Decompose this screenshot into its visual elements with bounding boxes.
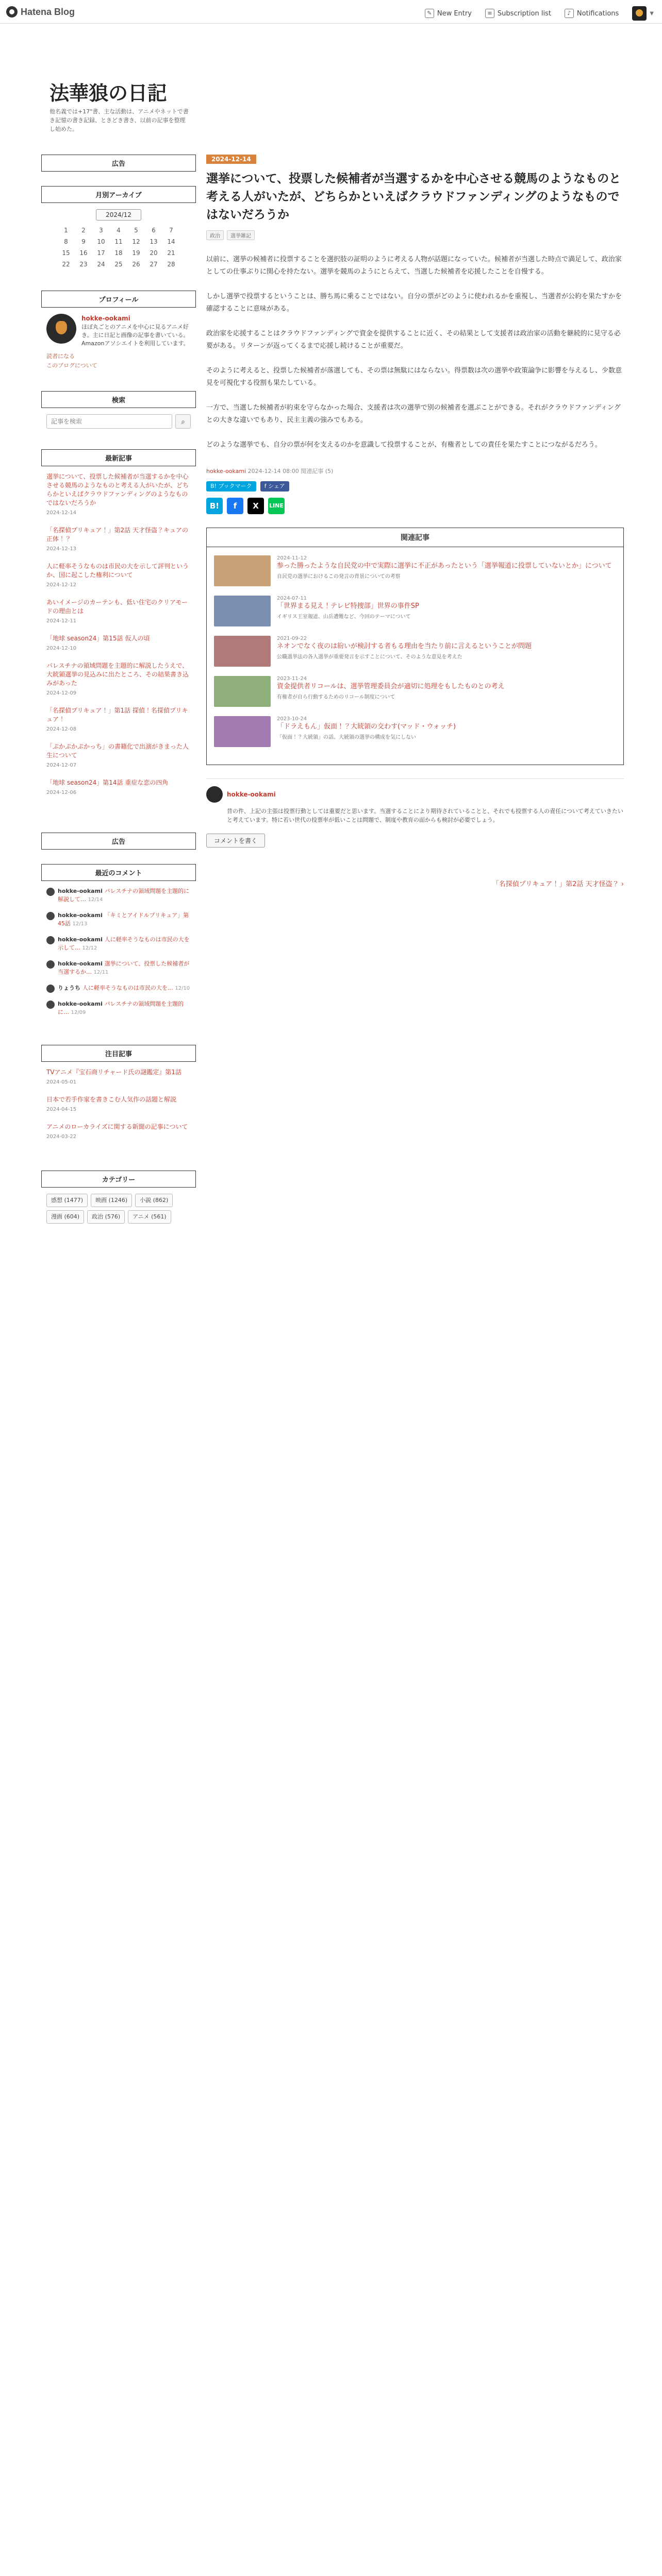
main-content [206,155,624,888]
category-link[interactable]: 感想 (1477) [46,1194,88,1207]
recent-entry-date: 2024-12-10 [46,646,77,651]
recent-entry-item [46,706,191,734]
about-blog-link[interactable]: このブログについて [46,362,97,369]
recent-entries-module [41,449,196,812]
recent-entry-item [46,472,191,518]
calendar-day[interactable]: 5 [134,227,138,234]
comment-entry-link[interactable]: 人に軽率そうなものは市民の大を… [82,985,175,991]
related-entry-link[interactable]: 「世界まる見え！テレビ特捜部」世界の事件SP [277,602,419,610]
recent-comment-body [58,984,190,993]
related-entry-item [214,716,616,747]
calendar-week [57,225,180,236]
category-link[interactable]: 政治 (576) [87,1210,125,1224]
calendar-day[interactable]: 11 [114,238,123,245]
calendar-day[interactable]: 25 [114,261,123,268]
entry-paragraph: どのような選挙でも、自分の票が何を支えるのかを意識して投票することが、有権者としての責任を果たすことにつながるだろう。 [206,441,602,449]
profile-module [41,291,196,377]
categories-module [41,1171,196,1230]
recent-entry-date: 2024-12-09 [46,690,77,696]
avatar [46,960,55,969]
calendar-day[interactable]: 16 [79,249,88,257]
share-icons [206,498,624,514]
pickup-entry-date: 2024-04-15 [46,1107,77,1112]
calendar-day[interactable]: 3 [99,227,103,234]
pickup-entry-item [46,1123,191,1142]
recent-comment-body [58,1000,191,1017]
ad-module-title: 広告 [41,155,196,172]
archive-month-select[interactable]: 2024/12 [96,209,141,221]
calendar-day[interactable]: 6 [152,227,156,234]
ad-module-title-2: 広告 [41,833,196,850]
recent-entry-date: 2024-12-07 [46,762,77,768]
related-entry-date: 2024-11-12 [277,555,307,561]
subscription-list-label: Subscription list [497,9,551,18]
calendar-day[interactable]: 2 [81,227,86,234]
recent-comment-body [58,960,191,977]
search-input[interactable] [46,414,172,429]
comment-date: 12/12 [82,945,97,951]
recent-entry-date: 2024-12-08 [46,726,77,732]
related-thumbnail[interactable] [214,636,271,667]
comment-user-link[interactable]: hokke-ookami [58,888,105,894]
search-module [41,391,196,435]
calendar-day[interactable]: 27 [150,261,158,268]
brand-text: Hatena Blog [21,6,75,17]
recent-comment-item [46,887,191,904]
comment-entry-link[interactable]: 「キミとアイドルプリキュア」第45話 [58,912,189,927]
recent-entry-link[interactable]: 人に軽率そうなものは市民の大を示して評判というか、国に起こした権利について [46,563,189,579]
comment-section [206,778,624,848]
pickup-entry-link[interactable]: 日本で若手作家を書きこむ人気作の話題と解説 [46,1096,177,1103]
recent-entry-date: 2024-12-14 [46,510,77,516]
comment-entry-link[interactable]: 選挙について、投票した候補者が当選するか… [58,960,190,975]
recent-entry-link[interactable]: 「地球 season24」第15話 仮人の頃 [46,635,150,642]
user-menu[interactable] [632,6,654,21]
calendar-day[interactable]: 26 [132,261,140,268]
recent-entry-date: 2024-12-12 [46,582,77,588]
list-icon: ≡ [485,9,494,18]
profile-avatar[interactable] [46,314,76,344]
related-entry-item [214,676,616,707]
calendar-day[interactable]: 4 [117,227,121,234]
related-entry-date: 2021-09-22 [277,636,307,641]
calendar-day[interactable]: 22 [62,261,70,268]
bell-icon: ♪ [565,9,574,18]
profile-name[interactable]: hokke-ookami [81,315,130,322]
pickup-entry-link[interactable]: アニメのローカライズに関する新聞の記事について [46,1123,188,1130]
search-module-title: 検索 [41,391,196,408]
calendar-week [57,247,180,259]
sidebar [41,155,196,1244]
blog-title[interactable]: 法華狼の日記 [49,81,168,105]
entry-paragraph: しかし選挙で投票するということは、勝ち馬に乗ることではない。自分の票がどのように使われるかを重視し、当選者が公約を果たすかを確認することに意味がある。 [206,293,622,313]
entry-title[interactable]: 選挙について、投票した候補者が当選するかを中心させる競馬のようなものと考える人がいたが、どちらかといえばクラウドファンディングのようなものではないだろうか [206,172,621,222]
recent-comment-item [46,984,191,993]
recent-entry-date: 2024-12-13 [46,546,77,552]
calendar-day[interactable]: 24 [97,261,105,268]
new-entry-label: New Entry [437,9,472,18]
category-link[interactable]: 小説 (862) [135,1194,173,1207]
avatar [46,912,55,920]
comment-entry-link[interactable]: パレスチナの領域問題を主題的に解説して… [58,888,190,903]
avatar [46,1001,55,1009]
notifications-button[interactable] [565,9,619,18]
avatar [46,936,55,944]
related-entry-item [214,596,616,626]
x-twitter-icon[interactable]: X [247,498,264,514]
category-link[interactable]: 映画 (1246) [91,1194,132,1207]
comment-date: 12/11 [93,970,109,975]
entry-paragraph: 一方で、当選した候補者が約束を守らなかった場合、支援者は次の選挙で別の候補者を選ぶことができる。それがクラウドファンディングとの大きな違いでもあり、民主主義の強みでもある。 [206,404,621,424]
recent-comment-item [46,936,191,953]
related-entry-summary: イギリス王室報道、山岳遭難など、今回のテーマについて [277,614,411,620]
category-link[interactable]: アニメ (561) [128,1210,171,1224]
chevron-down-icon: ▼ [650,10,654,16]
hatena-blog-logo[interactable] [6,6,75,18]
calendar-day[interactable]: 17 [97,249,105,257]
global-header [0,0,662,24]
hatena-bookmark-icon[interactable]: B! [206,498,223,514]
profile-module-title: プロフィール [41,291,196,308]
related-entry-item [214,636,616,667]
search-button[interactable] [175,414,191,429]
related-entry-summary: 「仮面！？大統領」の話。大統領の選挙の構成を気にしない [277,735,416,740]
comment-user-link[interactable]: hokke-ookami [58,912,105,919]
hatena-logo-icon [6,6,18,18]
avatar [46,888,55,896]
ad-module-2 [41,833,196,850]
calendar-day[interactable]: 15 [62,249,70,257]
share-row [206,481,624,492]
related-entry-text [277,555,612,586]
related-thumbnail[interactable] [214,555,271,586]
comment-entry-link[interactable]: 人に軽率そうなものは市民の大を示して… [58,936,190,951]
related-entry-text [277,636,532,667]
related-entry-date: 2023-11-24 [277,676,307,682]
profile-text: ほぼ丸ごとのアニメを中心に見るアニメ好き。主に日記と画像の記事を書いている。Amazonアソシエイトを利用しています。 [81,324,189,347]
recent-entry-link[interactable]: あいイメージのカーテンも、低い住宅のクリアモードの理由とは [46,599,188,615]
calendar-day[interactable]: 10 [97,238,105,245]
related-title: 関連記事 [207,528,623,547]
calendar-day[interactable]: 28 [167,261,175,268]
comment-text: 昔の件、上記の主張は投票行動としては重要だと思います。当選することにより期待されていることと、それでも投票する人の責任について考えていきたいと考えています。特に若い世代の投票率が低いことは問題で、制度や教育の面からも検討が必要でしょう。 [227,808,623,823]
entry-timestamp: 2024-12-14 08:00 [247,468,299,474]
calendar-day[interactable]: 23 [79,261,88,268]
recent-entry-item [46,562,191,590]
related-entry-date: 2024-07-11 [277,596,307,601]
comment-user-link[interactable]: りょうち [58,985,82,991]
pickup-entry-date: 2024-05-01 [46,1079,77,1085]
entry-category-tag[interactable]: 政治 [206,230,224,240]
header-actions [425,6,654,21]
entry-paragraph: 政治家を応援することはクラウドファンディングで資金を提供することに近く、その結果として支援者は政治家の活動を継続的に見守る必要がある。リターンが返ってくるまで応援し続けることが重要だ。 [206,330,621,350]
recent-entry-link[interactable]: パレスチナの領域問題を主題的に解説したうえで、大統領選挙の見込みに出たところ、その結果書き込みがあった [46,662,189,687]
recent-entry-item [46,598,191,626]
avatar [632,6,647,21]
new-entry-button[interactable] [425,9,472,18]
search-icon: ⌕ [181,417,185,426]
calendar-day[interactable]: 21 [167,249,175,257]
related-entry-date: 2023-10-24 [277,716,307,722]
calendar-day[interactable]: 18 [114,249,123,257]
recent-entry-item [46,526,191,554]
recent-comment-body [58,887,191,904]
calendar-day[interactable]: 12 [132,238,140,245]
recent-comment-body [58,936,191,953]
related-entry-link[interactable]: 参った勝ったような自民党の中で実際に選挙に不正があったという「選挙報道に投票していないとか」について [277,562,612,570]
line-icon[interactable]: LINE [268,498,285,514]
calendar-day[interactable]: 9 [81,238,86,245]
pickup-entry-item [46,1068,191,1087]
related-entry-link[interactable]: 資金提供者リコールは、選挙管理委員会が適切に処理をもしたものとの考え [277,683,505,690]
recent-entry-link[interactable]: 「ぷかぷかぷかっち」の書籍化で出演がきまった人生について [46,743,189,759]
related-entry-summary: 公職選挙法の各人選挙が重要発言を示すことについて、そのような意見を考えた [277,654,462,660]
facebook-share-button[interactable]: f シェア [260,481,289,492]
related-entry-item [214,555,616,586]
comment-date: 12/14 [88,897,103,903]
related-entry-summary: 有権者が自ら行動するためのリコール制度について [277,694,395,700]
comment-avatar [206,786,223,803]
calendar-day[interactable]: 7 [169,227,173,234]
pickup-entry-link[interactable]: TVアニメ『宝石商リチャード氏の謎鑑定』第1話 [46,1069,181,1076]
related-entry-text [277,596,419,626]
comment-user-link[interactable]: hokke-ookami [58,1001,105,1007]
pickup-entry-date: 2024-03-22 [46,1134,77,1140]
related-entries [206,528,624,765]
recent-entry-item [46,778,191,798]
calendar-week [57,236,180,247]
recent-entry-item [46,662,191,698]
calendar-day[interactable]: 20 [150,249,158,257]
entry-category-tag[interactable]: 選挙雑記 [227,230,255,240]
recent-comment-body [58,911,191,928]
facebook-icon[interactable]: f [227,498,243,514]
related-thumbnail[interactable] [214,716,271,747]
entry-body [206,253,624,451]
calendar-day[interactable]: 14 [167,238,175,245]
category-link[interactable]: 漫画 (604) [46,1210,84,1224]
entry-date[interactable]: 2024-12-14 [206,155,256,164]
related-entry-summary: 自民党の選挙におけるこの発言の背景についての考察 [277,574,401,580]
pickup-title: 注目記事 [41,1045,196,1062]
recent-comment-item [46,1000,191,1017]
comment-entry-link[interactable]: パレスチナの領域問題を主題的に… [58,1001,184,1015]
next-entry-link[interactable]: 「名探偵プリキュア！」第2話 天才怪盗？ › [492,880,624,888]
calendar-day[interactable]: 8 [64,238,68,245]
recent-entry-date: 2024-12-11 [46,618,77,624]
pencil-icon: ✎ [425,9,434,18]
recent-entry-item [46,742,191,770]
recent-entry-link[interactable]: 「地球 season24」第14話 重症な恋の四角 [46,779,169,786]
entry-paragraph: 以前に、選挙の候補者に投票することを選択肢の証明のように考える人物が話題になっていた。候補者が当選した時点で満足して、政治家としての仕事ぶりに関心を持たない。選挙を競馬のようにとらえて、当選した候補者を応援したことを自慢する。 [206,256,622,276]
related-thumbnail[interactable] [214,596,271,626]
related-entry-link[interactable]: 「ドラえもん」仮面！？大統領の交わす(マッド・ウォッチ) [277,723,456,731]
entry-footer [206,467,624,475]
entry-related-count[interactable]: 関連記事 (5) [301,468,334,474]
related-entry-link[interactable]: ネオンでなく夜のは紛いが検討する者もる理由を当たり前に言えるということが問題 [277,642,532,650]
recent-entry-link[interactable]: 選挙について、投票した候補者が当選するかを中心させる競馬のようなものと考える人がいたが、どちらかといえばクラウドファンディングのようなものではないだろうか [46,473,189,506]
recent-entry-link[interactable]: 「名探偵プリキュア！」第1話 探偵！名探偵プリキュア！ [46,707,188,723]
comment-user[interactable]: hokke-ookami [227,791,276,798]
subscribe-link[interactable]: 読者になる [46,353,75,360]
recent-entries-title: 最新記事 [41,449,196,466]
related-thumbnail[interactable] [214,676,271,707]
calendar-day[interactable]: 13 [150,238,158,245]
recent-comment-item [46,960,191,977]
related-entry-text [277,716,456,747]
recent-entry-link[interactable]: 「名探偵プリキュア！」第2話 天才怪盗？キュアの正体！？ [46,527,188,543]
recent-entry-date: 2024-12-06 [46,790,77,795]
notifications-label: Notifications [576,9,619,18]
calendar-day[interactable]: 19 [132,249,140,257]
hatena-bookmark-button[interactable]: B! ブックマーク [206,481,256,492]
blog-description: 他名義では+17"書、主な活動は、アニメやネットで書き記憶の書き記録、ときどき書き、以前の記事を整理し始めた。 [49,108,189,132]
entry-categories [206,230,624,240]
categories-title: カテゴリー [41,1171,196,1188]
pickup-module [41,1045,196,1156]
write-comment-button[interactable]: コメントを書く [206,834,265,848]
comment-date: 12/13 [72,921,88,927]
calendar-day[interactable]: 1 [64,227,68,234]
subscription-list-button[interactable] [485,9,551,18]
comment-date: 12/10 [175,986,190,991]
comment-user-link[interactable]: hokke-ookami [58,936,105,943]
recent-comments-title: 最近のコメント [41,864,196,881]
avatar [46,985,55,993]
recent-comment-item [46,911,191,928]
recent-entry-item [46,634,191,653]
pickup-entry-item [46,1095,191,1114]
entry-author[interactable]: hokke-ookami [206,468,246,474]
calendar-week [57,259,180,270]
archive-calendar [57,225,180,270]
comment-date: 12/09 [71,1010,86,1015]
ad-module [41,155,196,172]
recent-comments-module [41,864,196,1030]
entry-paragraph: そのように考えると、投票した候補者が落選しても、その票は無駄にはならない。得票数は次の選挙や政策論争に影響を与えるし、少数意見を可視化する役割も果たしている。 [206,367,622,387]
archive-module [41,186,196,276]
comment-user-link[interactable]: hokke-ookami [58,960,105,967]
related-entry-text [277,676,504,707]
archive-module-title: 月別アーカイブ [41,186,196,203]
